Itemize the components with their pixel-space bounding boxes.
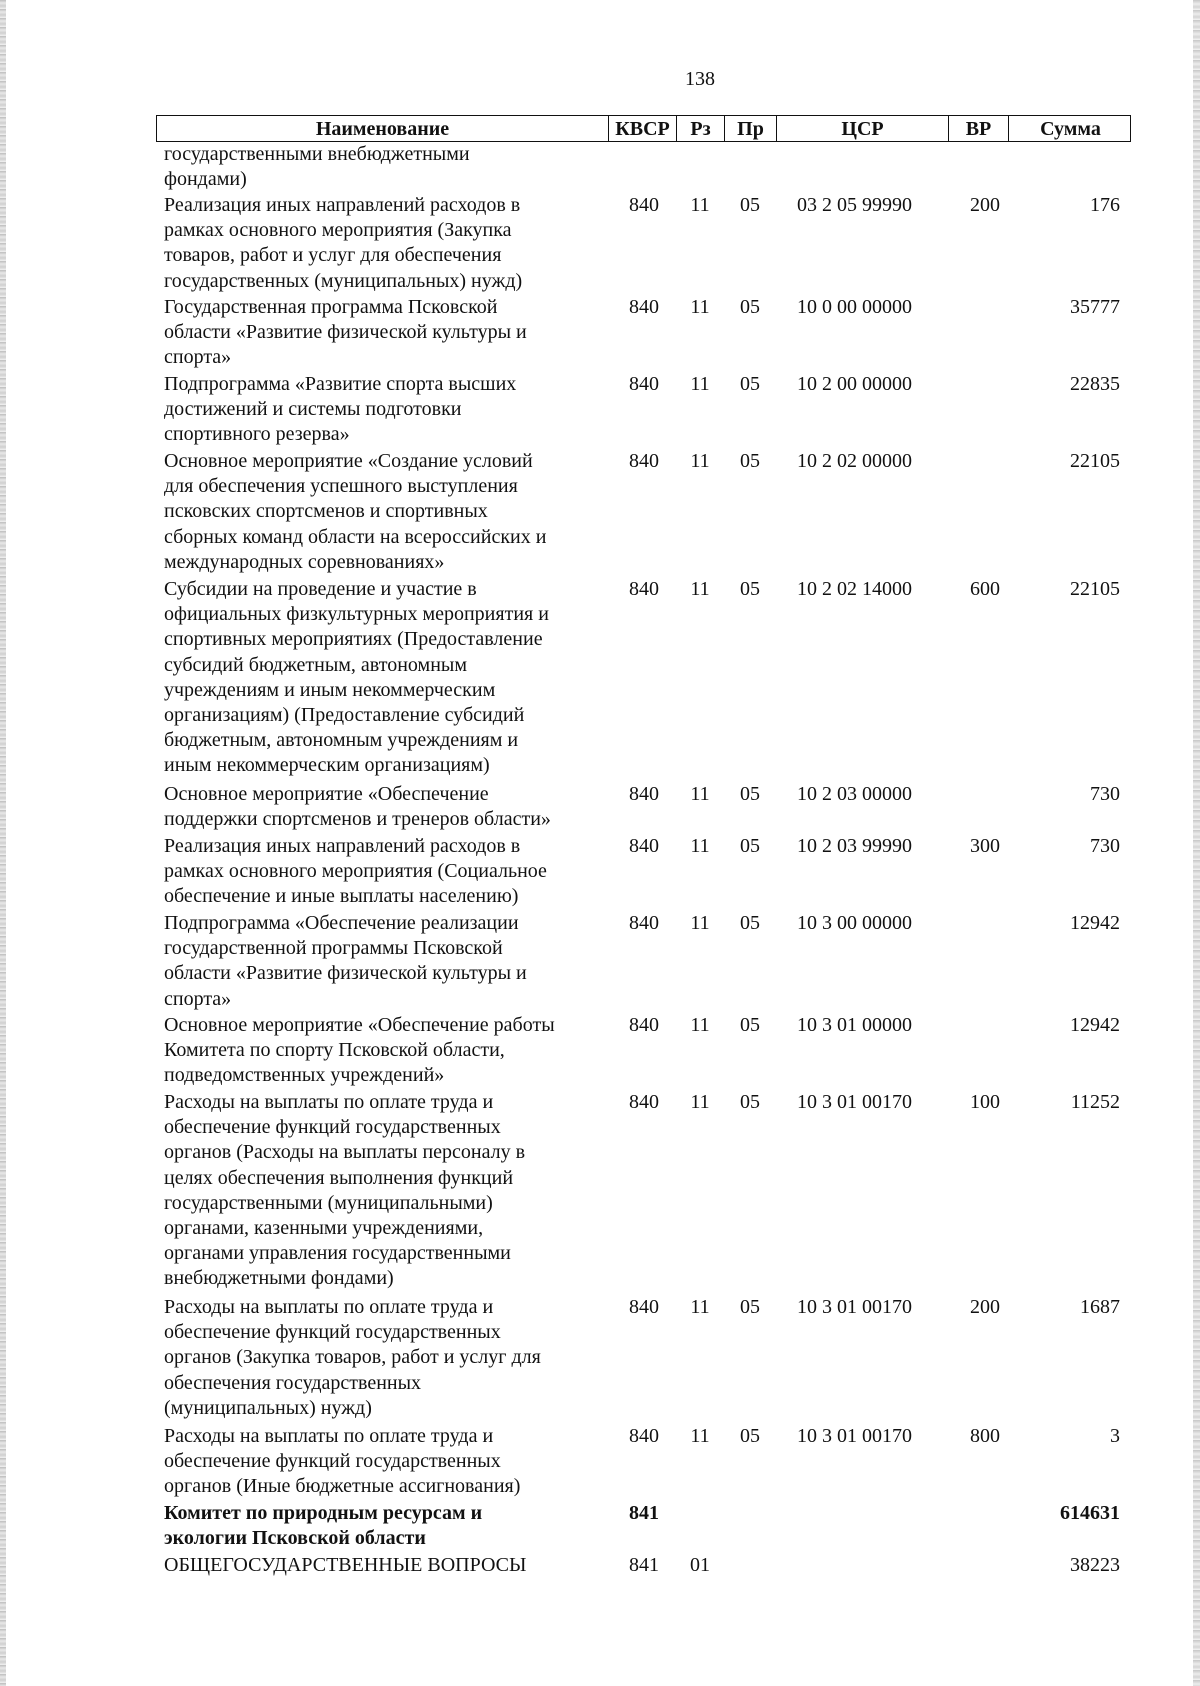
row-rz: 11 bbox=[690, 296, 710, 318]
row-csr: 10 3 01 00170 bbox=[797, 1091, 912, 1113]
row-pr: 05 bbox=[740, 1014, 760, 1036]
header-rz: Рз bbox=[677, 116, 725, 141]
scan-edge-right bbox=[1193, 0, 1200, 1686]
table-header bbox=[156, 115, 1131, 142]
row-sum: 1687 bbox=[1080, 1296, 1120, 1318]
row-kvsr: 840 bbox=[629, 1014, 659, 1036]
row-name: Подпрограмма «Развитие спорта высших достижений и системы подготовки спортивного резерва» bbox=[164, 373, 517, 446]
row-name: Расходы на выплаты по оплате труда и обеспечение функций государственных органов (Расходы на выплаты персоналу в целях обеспечения выполнения функций государственными (муниципальными) органами, казенными учреждениями, органами управления государственными внебюджетными фондами) bbox=[164, 1091, 526, 1290]
row-kvsr: 840 bbox=[629, 1091, 659, 1113]
row-csr: 10 2 03 99990 bbox=[797, 835, 912, 857]
header-sum: Сумма bbox=[1040, 118, 1101, 140]
row-pr: 05 bbox=[740, 912, 760, 934]
row-name: Основное мероприятие «Обеспечение поддержки спортсменов и тренеров области» bbox=[164, 783, 551, 831]
row-csr: 10 3 00 00000 bbox=[797, 912, 912, 934]
row-vr: 200 bbox=[970, 194, 1000, 216]
row-vr: 200 bbox=[970, 1296, 1000, 1318]
row-csr: 03 2 05 99990 bbox=[797, 194, 912, 216]
row-name: Государственная программа Псковской области «Развитие физической культуры и спорта» bbox=[164, 296, 527, 369]
row-name: государственными внебюджетными фондами) bbox=[164, 143, 470, 191]
row-sum: 22835 bbox=[1070, 373, 1120, 395]
row-sum: 12942 bbox=[1070, 1014, 1120, 1036]
row-vr: 600 bbox=[970, 578, 1000, 600]
row-sum: 22105 bbox=[1070, 450, 1120, 472]
row-rz: 11 bbox=[690, 1425, 710, 1447]
header-pr: Пр bbox=[725, 116, 777, 141]
row-name: Реализация иных направлений расходов в рамках основного мероприятия (Закупка товаров, работ и услуг для обеспечения государственных (муниципальных) нужд) bbox=[164, 194, 523, 292]
row-kvsr: 840 bbox=[629, 1296, 659, 1318]
row-sum: 730 bbox=[1090, 835, 1120, 857]
row-csr: 10 3 01 00170 bbox=[797, 1425, 912, 1447]
row-pr: 05 bbox=[740, 578, 760, 600]
row-pr: 05 bbox=[740, 296, 760, 318]
row-name: Реализация иных направлений расходов в рамках основного мероприятия (Социальное обеспечение и иные выплаты населению) bbox=[164, 835, 547, 908]
row-rz: 11 bbox=[690, 912, 710, 934]
row-rz: 11 bbox=[690, 1014, 710, 1036]
row-pr: 05 bbox=[740, 1425, 760, 1447]
row-rz: 11 bbox=[690, 835, 710, 857]
row-rz: 11 bbox=[690, 1091, 710, 1113]
row-sum: 614631 bbox=[1060, 1502, 1120, 1524]
row-name: Комитет по природным ресурсам и экологии Псковской области bbox=[164, 1502, 483, 1550]
row-rz: 11 bbox=[690, 783, 710, 805]
row-kvsr: 840 bbox=[629, 194, 659, 216]
row-rz: 11 bbox=[690, 578, 710, 600]
row-kvsr: 840 bbox=[629, 296, 659, 318]
row-sum: 12942 bbox=[1070, 912, 1120, 934]
row-pr: 05 bbox=[740, 835, 760, 857]
row-vr: 800 bbox=[970, 1425, 1000, 1447]
row-sum: 38223 bbox=[1070, 1554, 1120, 1576]
row-sum: 35777 bbox=[1070, 296, 1120, 318]
row-rz: 01 bbox=[690, 1554, 710, 1576]
row-pr: 05 bbox=[740, 373, 760, 395]
header-csr: ЦСР bbox=[777, 116, 949, 141]
row-csr: 10 3 01 00170 bbox=[797, 1296, 912, 1318]
row-kvsr: 840 bbox=[629, 578, 659, 600]
row-pr: 05 bbox=[740, 194, 760, 216]
row-csr: 10 0 00 00000 bbox=[797, 296, 912, 318]
row-sum: 730 bbox=[1090, 783, 1120, 805]
row-csr: 10 3 01 00000 bbox=[797, 1014, 912, 1036]
row-name: Основное мероприятие «Создание условий для обеспечения успешного выступления псковских спортсменов и спортивных сборных команд области на всероссийских и международных соревнованиях» bbox=[164, 450, 547, 573]
scan-edge-left bbox=[0, 0, 6, 1686]
row-kvsr: 840 bbox=[629, 373, 659, 395]
row-pr: 05 bbox=[740, 450, 760, 472]
row-csr: 10 2 02 00000 bbox=[797, 450, 912, 472]
row-rz: 11 bbox=[690, 1296, 710, 1318]
row-pr: 05 bbox=[740, 1091, 760, 1113]
row-name: Расходы на выплаты по оплате труда и обеспечение функций государственных органов (Закупка товаров, работ и услуг для обеспечения государственных (муниципальных) нужд) bbox=[164, 1296, 541, 1419]
header-vr: ВР bbox=[949, 116, 1009, 141]
row-rz: 11 bbox=[690, 194, 710, 216]
row-rz: 11 bbox=[690, 373, 710, 395]
header-name: Наименование bbox=[157, 116, 609, 141]
row-csr: 10 2 00 00000 bbox=[797, 373, 912, 395]
row-csr: 10 2 02 14000 bbox=[797, 578, 912, 600]
row-name: Основное мероприятие «Обеспечение работы Комитета по спорту Псковской области, подведомственных учреждений» bbox=[164, 1014, 555, 1087]
row-sum: 11252 bbox=[1070, 1091, 1120, 1113]
row-vr: 100 bbox=[970, 1091, 1000, 1113]
row-name: Подпрограмма «Обеспечение реализации государственной программы Псковской области «Развитие физической культуры и спорта» bbox=[164, 912, 527, 1010]
row-name: ОБЩЕГОСУДАРСТВЕННЫЕ ВОПРОСЫ bbox=[164, 1554, 527, 1576]
row-csr: 10 2 03 00000 bbox=[797, 783, 912, 805]
row-kvsr: 840 bbox=[629, 912, 659, 934]
row-kvsr: 840 bbox=[629, 783, 659, 805]
row-rz: 11 bbox=[690, 450, 710, 472]
row-sum: 22105 bbox=[1070, 578, 1120, 600]
row-sum: 176 bbox=[1090, 194, 1120, 216]
row-pr: 05 bbox=[740, 783, 760, 805]
page-number: 138 bbox=[685, 68, 715, 90]
row-vr: 300 bbox=[970, 835, 1000, 857]
row-kvsr: 840 bbox=[629, 835, 659, 857]
row-kvsr: 840 bbox=[629, 1425, 659, 1447]
row-sum: 3 bbox=[1110, 1425, 1120, 1447]
row-pr: 05 bbox=[740, 1296, 760, 1318]
row-name: Субсидии на проведение и участие в официальных физкультурных мероприятия и спортивных мероприятиях (Предоставление субсидий бюджетным, автономным учреждениям и иным некоммерческим организациям) (Предоставление субсидий бюджетным, автономным учреждениям и иным некоммерческим организациям) bbox=[164, 578, 549, 777]
row-kvsr: 841 bbox=[629, 1554, 659, 1576]
row-kvsr: 841 bbox=[629, 1502, 659, 1524]
row-kvsr: 840 bbox=[629, 450, 659, 472]
header-kvsr: КВСР bbox=[609, 116, 677, 141]
row-name: Расходы на выплаты по оплате труда и обеспечение функций государственных органов (Иные бюджетные ассигнования) bbox=[164, 1425, 521, 1498]
